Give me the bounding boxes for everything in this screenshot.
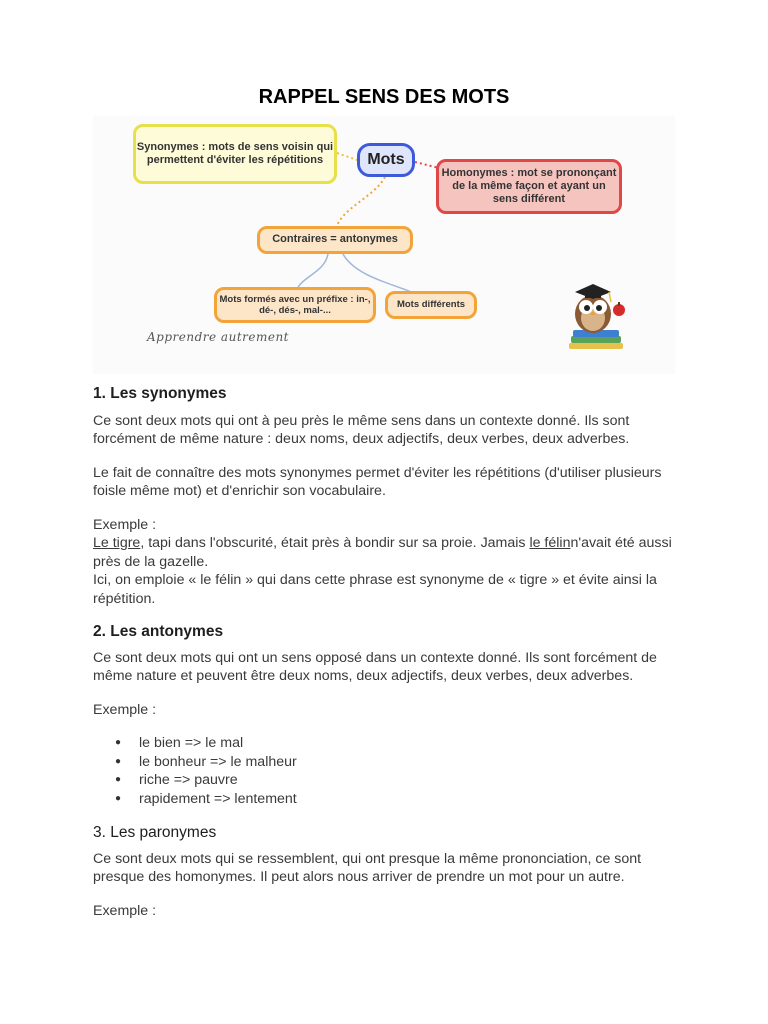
node-contraires: Contraires = antonymes [257,226,413,254]
antonymes-example-list [93,734,675,808]
antonymes-example-label: Exemple : [93,701,157,718]
link-prefixe [298,254,328,287]
synonymes-example-label: Exemple : [93,516,157,533]
example-text-2: n'avait été aussi près de la gazelle. [93,535,672,570]
link-synonymes [337,153,357,160]
node-homonymes: Homonymes : mot se prononçant de la même façon et ayant un sens différent [436,159,622,214]
page-title: RAPPEL SENS DES MOTS [258,86,510,108]
node-synonymes: Synonymes : mots de sens voisin qui permettent d'éviter les répétitions [133,124,337,184]
node-mots: Mots [357,143,415,177]
list-item: ● le bien => le mal [139,734,675,753]
example-text-1: , tapi dans l'obscurité, était près à bondir sur sa proie. Jamais [140,535,530,551]
node-mots-differents: Mots différents [385,291,477,319]
heading-antonymes: 2. Les antonymes [93,623,224,640]
owl-graduate-icon [563,280,633,352]
list-item: ● riche => pauvre [139,771,675,790]
synonymes-example-sentence [93,534,675,571]
mind-map-figure [93,116,675,374]
heading-synonymes: 1. Les synonymes [93,385,227,402]
paronymes-example-label: Exemple : [93,902,157,919]
antonymes-paragraph-1: Ce sont deux mots qui ont un sens opposé dans un contexte donné. Ils sont forcément de même nature et peuvent être deux noms, deux adjectifs, deux verbes, deux adverbes. [93,649,657,684]
node-prefixe: Mots formés avec un préfixe : in-, dé-, dés-, mal-... [214,287,376,323]
document-body [93,385,675,920]
example-word-tigre: Le tigre [93,535,141,551]
example-word-felin: le félin [529,535,571,551]
synonymes-paragraph-2: Le fait de connaître des mots synonymes permet d'éviter les répétitions (d'utiliser plusieurs foisle même mot) et d'enrichir son vocabulaire. [93,464,662,499]
synonymes-paragraph-1: Ce sont deux mots qui ont à peu près le même sens dans un contexte donné. Ils sont forcément de même nature : deux noms, deux adjectifs, deux verbes, deux adverbes. [93,412,630,447]
list-item: ● rapidement => lentement [139,790,675,809]
synonymes-example-explanation: Ici, on emploie « le félin » qui dans cette phrase est synonyme de « tigre » et évite ainsi la répétition. [93,572,657,607]
heading-paronymes: 3. Les paronymes [93,824,217,841]
link-contraires [337,177,385,226]
signature-text: Apprendre autrement [147,330,290,344]
list-item: ● le bonheur => le malheur [139,753,675,772]
paronymes-paragraph-1: Ce sont deux mots qui se ressemblent, qui ont presque la même prononciation, ce sont presque des homonymes. Il peut alors nous arriver de prendre un mot pour un autre. [93,850,642,885]
